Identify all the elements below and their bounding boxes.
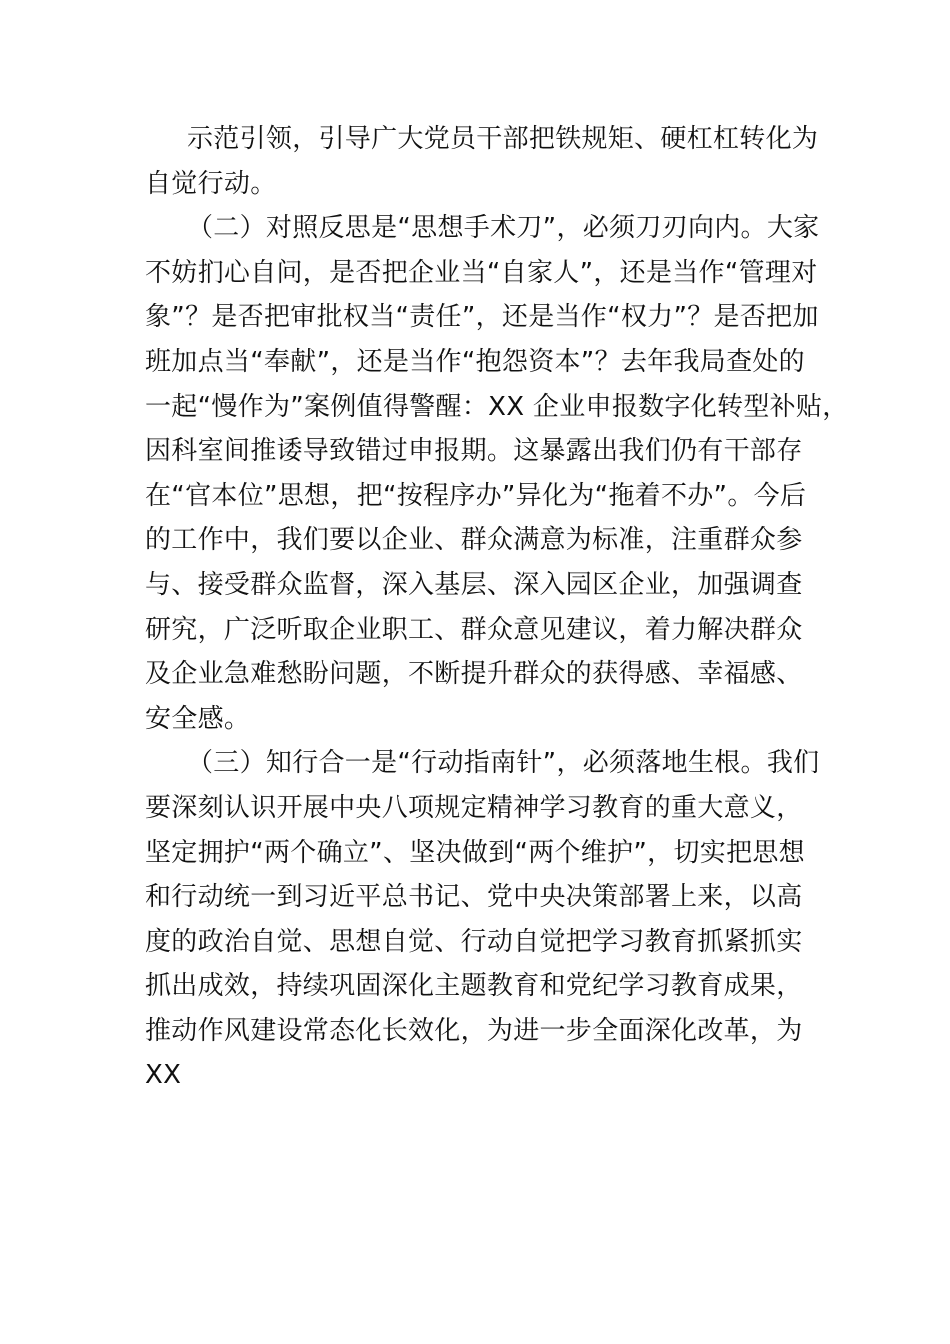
- text-line: 及企业急难愁盼问题，不断提升群众的获得感、幸福感、: [145, 659, 803, 690]
- text-line: 示范引领，引导广大党员干部把铁规矩、硬杠杠转化为: [187, 124, 819, 154]
- paragraph-heading-3: （三）知行合一是“行动指南针”，必须落地生根。我们: [187, 748, 820, 779]
- text-line: 因科室间推诿导致错过申报期。这暴露出我们仍有干部存: [145, 436, 803, 467]
- text-line: 坚定拥护“两个确立”、坚决做到“两个维护”，切实把思想: [145, 837, 805, 868]
- text-line: 与、接受群众监督，深入基层、深入园区企业，加强调查: [145, 569, 803, 600]
- text-line: 象”？是否把审批权当“责任”，还是当作“权力”？是否把加: [145, 302, 819, 333]
- paragraph-heading-2: （二）对照反思是“思想手术刀”，必须刀刃向内。大家: [187, 213, 820, 244]
- text-line: 抓出成效，持续巩固深化主题教育和党纪学习教育成果，: [145, 971, 803, 1002]
- text-line: XX: [145, 1060, 182, 1091]
- text-line: 推动作风建设常态化长效化，为进一步全面深化改革，为: [145, 1015, 803, 1046]
- text-line: 要深刻认识开展中央八项规定精神学习教育的重大意义，: [145, 792, 803, 823]
- text-line: 和行动统一到习近平总书记、党中央决策部署上来，以高: [145, 882, 803, 913]
- text-line: 度的政治自觉、思想自觉、行动自觉把学习教育抓紧抓实: [145, 926, 803, 957]
- text-line: 安全感。: [145, 703, 251, 734]
- document-body: [145, 117, 849, 1098]
- text-line: 班加点当“奉献”，还是当作“抱怨资本”？去年我局查处的: [145, 346, 805, 377]
- text-line: 在“官本位”思想，把“按程序办”异化为“拖着不办”。今后: [145, 480, 807, 511]
- text-line: 研究，广泛听取企业职工、群众意见建议，着力解决群众: [145, 614, 803, 645]
- text-line: 自觉行动。: [145, 168, 277, 199]
- text-line: 的工作中，我们要以企业、群众满意为标准，注重群众参: [145, 525, 803, 556]
- text-line: 不妨扪心自问，是否把企业当“自家人”，还是当作“管理对: [145, 257, 818, 288]
- text-line: 一起“慢作为”案例值得警醒：XX 企业申报数字化转型补贴，: [145, 391, 849, 422]
